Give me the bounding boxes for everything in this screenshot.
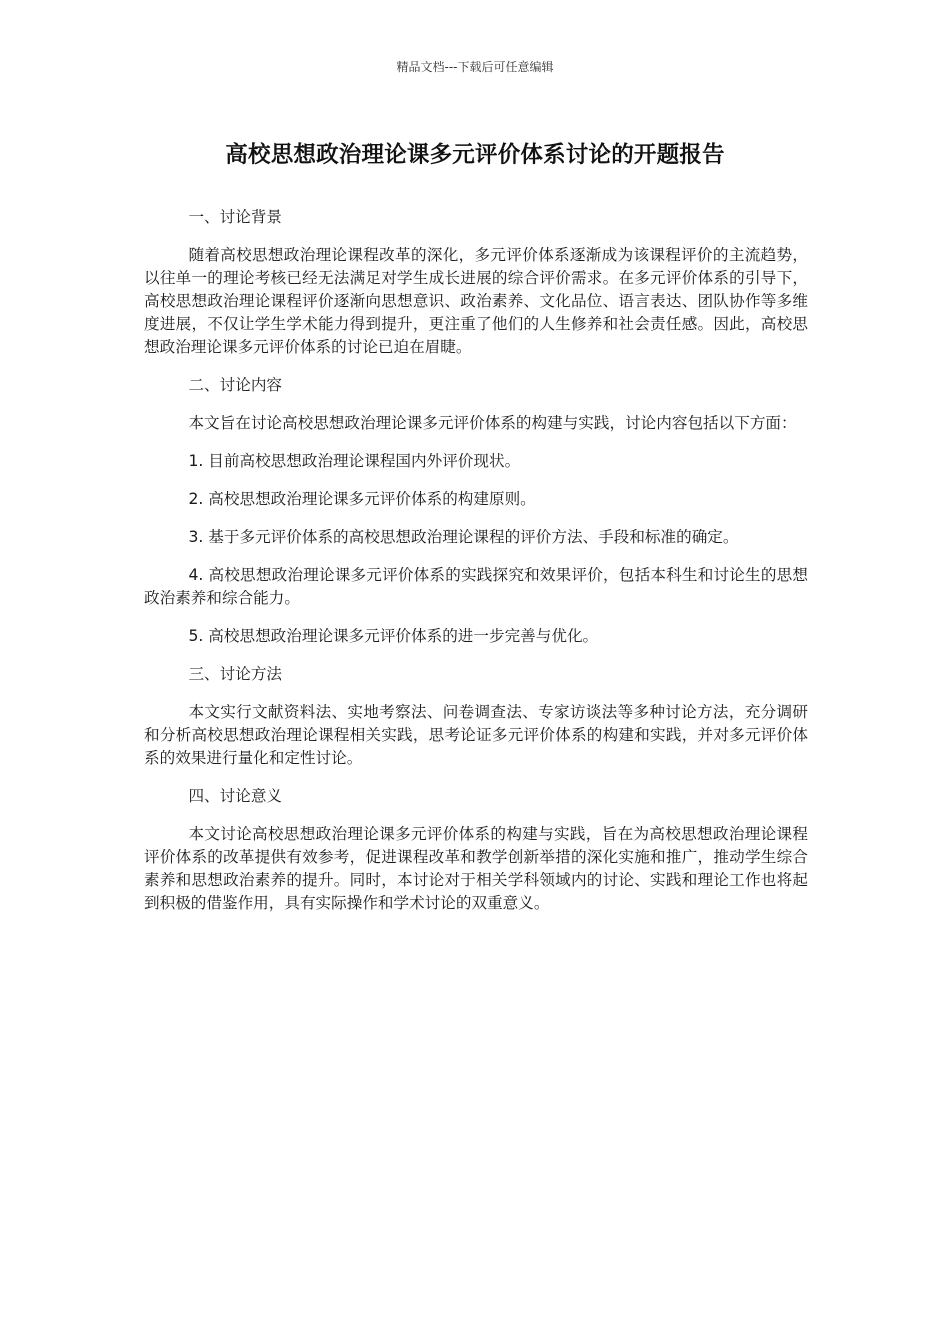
document-title: 高校思想政治理论课多元评价体系讨论的开题报告 [225, 142, 725, 168]
significance-paragraph: 本文讨论高校思想政治理论课多元评价体系的构建与实践，旨在为高校思想政治理论课程评价体系的改革提供有效参考，促进课程改革和教学创新举措的深化实施和推广，推动学生综合素养和思想政治素养的提升。同时，本讨论对于相关学科领域内的讨论、实践和理论工作也将起到积极的借鉴作用，具有实际操作和学术讨论的双重意义。 [144, 825, 808, 912]
header-note: 精品文档---下载后可任意编辑 [396, 60, 554, 74]
document-body [144, 206, 808, 930]
content-list-item: 1. 目前高校思想政治理论课程国内外评价现状。 [188, 452, 521, 470]
method-paragraph: 本文实行文献资料法、实地考察法、问卷调查法、专家访谈法等多种讨论方法，充分调研和分析高校思想政治理论课程相关实践，思考论证多元评价体系的构建和实践，并对多元评价体系的效果进行量化和定性讨论。 [144, 703, 808, 767]
section-heading-significance: 四、讨论意义 [188, 787, 283, 805]
section-heading-background: 一、讨论背景 [188, 208, 283, 226]
content-list-item: 2. 高校思想政治理论课多元评价体系的构建原则。 [188, 490, 536, 508]
section-heading-method: 三、讨论方法 [188, 665, 283, 683]
section-heading-content: 二、讨论内容 [188, 376, 283, 394]
content-intro-paragraph: 本文旨在讨论高校思想政治理论课多元评价体系的构建与实践，讨论内容包括以下方面： [188, 414, 797, 432]
content-list-item: 5. 高校思想政治理论课多元评价体系的进一步完善与优化。 [188, 627, 599, 645]
content-list-item: 3. 基于多元评价体系的高校思想政治理论课程的评价方法、手段和标准的确定。 [188, 528, 739, 546]
content-list-item: 4. 高校思想政治理论课多元评价体系的实践探究和效果评价，包括本科生和讨论生的思想政治素养和综合能力。 [144, 566, 808, 607]
background-paragraph: 随着高校思想政治理论课程改革的深化，多元评价体系逐渐成为该课程评价的主流趋势，以往单一的理论考核已经无法满足对学生成长进展的综合评价需求。在多元评价体系的引导下，高校思想政治理论课程评价逐渐向思想意识、政治素养、文化品位、语言表达、团队协作等多维度进展，不仅让学生学术能力得到提升，更注重了他们的人生修养和社会责任感。因此，高校思想政治理论课多元评价体系的讨论已迫在眉睫。 [144, 246, 808, 356]
